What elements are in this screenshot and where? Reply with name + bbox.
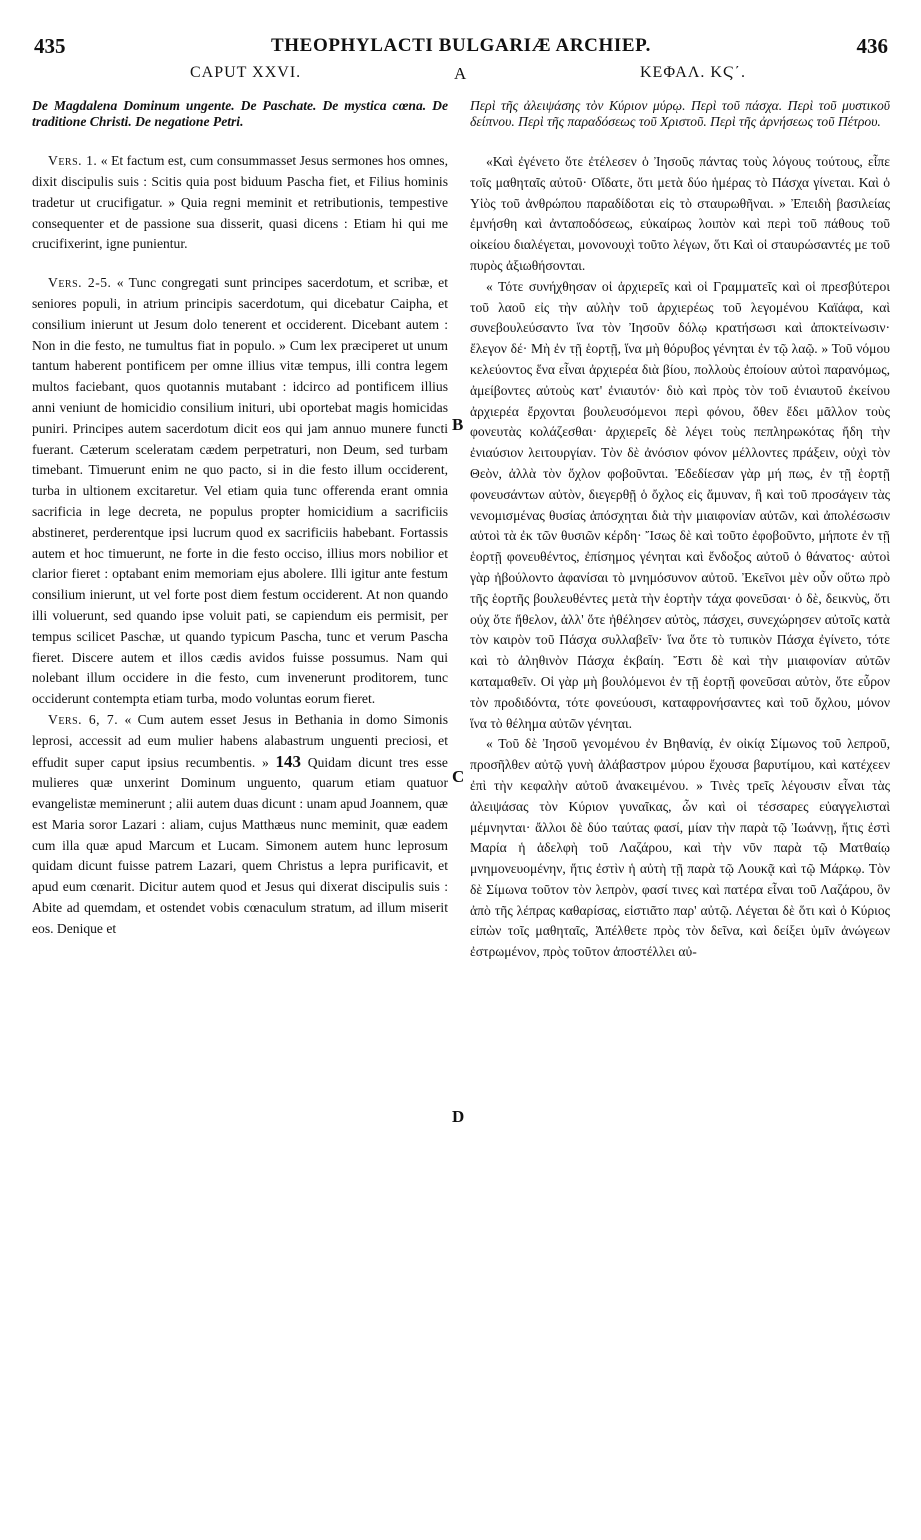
section-mark-a: A <box>454 64 467 83</box>
paragraph-gap <box>32 255 448 273</box>
folio-number: 143 <box>275 751 302 771</box>
chapter-latin: CAPUT XXVI. <box>190 64 302 81</box>
latin-text: Quidam dicunt tres esse mulieres quæ unxerint Dominum unguento, quarum etiam quatuor evangelistæ meminerunt ; alii autem duas dicunt : unam apud Joannem, quæ est Maria soror Lazari : aliam, cujus Matthæus nunc meminit, quæ eadem cum illa quæ apud Marcum et Lucam. Simonem autem hunc leprosum quidam dicunt fuisse patrem Lazari, quem Christus a lepra purificavit, et apud eum cœnarit. Dicitur autem quod et Jesus qui dixerat discipulis suis : Abite ad quemdam, et ostendet vobis cœnaculum stratum, ad illum miserit eos. Denique et <box>32 754 448 936</box>
latin-text: « Cum autem esset Jesus in Bethania in domo Simonis leprosi, accessit ad eum mulier habens alabastrum unguenti preciosi, et effudit super caput ipsius recumbentis. » <box>32 711 448 770</box>
verse-label: Vers. 1. <box>48 153 98 169</box>
greek-paragraph: « Τότε συνήχθησαν οἱ ἀρχιερεῖς καὶ οἱ Γραμματεῖς καὶ οἱ πρεσβύτεροι τοῦ λαοῦ εἰς τὴν αὐλὴν τοῦ ἀρχιερέως τοῦ λεγομένου Καϊάφα, καὶ συνεβουλεύσαντο ἵνα τὸν Ἰησοῦν δόλῳ κρατήσωσι καὶ ἀποκτείνωσιν· ἔλεγον δέ· Μὴ ἐν τῇ ἑορτῇ, ἵνα μὴ θόρυβος γένηται ἐν τῷ λαῷ. » Τοῦ νόμου κελεύοντος ἕνα εἶναι ἀρχιερέα διὰ βίου, πολλοὺς ἐποίουν αὐτοὶ παρανόμως, ἀμείβοντες αὐτοὺς κατ' ἐνιαυτόν· διὸ καὶ πρὸς τὸν τοῦ ἐνιαυτοῦ ἐκείνου ἀρχιερέα ἔρχονται βουλευσόμενοι περὶ φόνου, ὅθεν ἔδει μᾶλλον τοὺς φονευτὰς κολάζεσθαι· ἀρχιερεῖς δὲ λέγει τοὺς πεπληρωκότας ἤδη τὴν ἐνιαύσιον λειτουργίαν. Τὸν δὲ ἀνόσιον φόνον μέλλοντες πράξειν, οὐχὶ τὸν Θεὸν, ἀλλὰ τὸν ὄχλον φοβοῦνται. Ἐδεδίεσαν γὰρ μή πως, ἐν τῇ ἑορτῇ φονευσάντων αὐτὸν, διεγερθῇ ὁ ὄχλος εἰς ἄμυναν, ἢ καὶ τοῦ προσάγειν τὰς νενομισμένας θυσίας ἀπόσχηται διὰ τὴν μιαιφονίαν αὐτῶν, καὶ ἀπολέσωσιν αὐτοὶ τὰ ἐκ τῶν θυσιῶν κέρδη· Ἴσως δὲ καὶ τοῦτο ἐφοβοῦντο, μήποτε ἐν τῇ ἑορτῇ φονευθέντος, ἐπίσημος γένηται καὶ ἔνδοξος αὐτοῦ ὁ θάνατος· αὐτοὶ γὰρ ἠβούλοντο ἀφανίσαι τὸ μνημόσυνον αὐτοῦ. Ἐκεῖνοι μὲν οὖν οὕτω πρὸ τῆς ἑορτῆς βουλευθέντες μετὰ τὴν ἑορτὴν τάχα φονεῦσαι· ὁ δὲ, δεικνὺς, ὅτι οὐχ ὅτε ἤθελον, ἀλλ' ὅτε ἠθέλησεν αὐτὸς, πάσχει, συνεχώρησεν αὐτοῖς κατὰ τὸν καιρὸν τοῦ Πάσχα συλλαβεῖν· ἵνα ὅτε τὸ τυπικὸν Πάσχα ἐγίνετο, τότε καὶ τὸ ἀληθινὸν Πάσχα ἐκβαίη. Ἔστι δὲ καὶ τὴν μιαιφονίαν αὐτῶν καταμαθεῖν. Οἱ γὰρ μὴ βουλόμενοι ἐν τῇ ἑορτῇ φονεῦσαι αὐτὸν, ὅτε εὗρον τὸν προδιδόντα, τότε φονεύουσι, καταφρονήσαντες καὶ τοῦ ὄχλου, μόνον ἵνα τὸ θέλημα αὐτῶν γένηται. <box>470 278 890 731</box>
latin-paragraph <box>32 710 448 940</box>
greek-paragraph: «Καὶ ἐγένετο ὅτε ἐτέλεσεν ὁ Ἰησοῦς πάντας τοὺς λόγους τούτους, εἶπε τοῖς μαθηταῖς αὐτοῦ· Οἴδατε, ὅτι μετὰ δύο ἡμέρας τὸ Πάσχα γίνεται. Καὶ ὁ Υἱὸς τοῦ ἀνθρώπου παραδίδοται εἰς τὸ σταυρωθῆναι. » Ἐπειδὴ βασιλείας ἐμνήσθη καὶ ἀνταποδόσεως, εὐκαίρως λοιπὸν καὶ περὶ τοῦ πάθους τοῦ οἰκείου διαλέγεται, μονονουχὶ τοῦτο λέγων, ὅτι Καὶ οἱ σταυρώσαντές με τοῦ πυρὸς ἀξιωθήσονται. <box>470 154 890 273</box>
section-mark-c: C <box>452 767 465 786</box>
greek-paragraph: « Τοῦ δὲ Ἰησοῦ γενομένου ἐν Βηθανίᾳ, ἐν οἰκίᾳ Σίμωνος τοῦ λεπροῦ, προσῆλθεν αὐτῷ γυνὴ ἀλάβαστρον μύρου ἔχουσα βαρυτίμου, καὶ κατέχεεν ἐπὶ τὴν κεφαλὴν αὐτοῦ ἀνακειμένου. » Τινὲς τρεῖς λέγουσιν εἶναι τὰς ἀλειψάσας τὸν Κύριον γυναῖκας, ὧν καὶ οἱ τέσσαρες εὐαγγελισταὶ μέμνηνται· ἄλλοι δὲ δύο ταύτας φασί, μίαν τὴν παρὰ τῷ Ἰωάννῃ, ἥτις ἐστὶ Μαρία ἡ ἀδελφὴ τοῦ Λαζάρου, καὶ τὴν νῦν παρὰ τῷ Ματθαίῳ μνημονευομένην, ἥτις ἐστὶν ἡ αὐτὴ τῇ παρὰ τῷ Λουκᾷ καὶ τῷ Μάρκῳ. Τὸν δὲ Σίμωνα τοῦτον τὸν λεπρὸν, φασί τινες καὶ πατέρα εἶναι τοῦ Λαζάρου, ὃν ἀπὸ τῆς λέπρας καθαρίσας, εἱστιᾶτο παρ' αὐτῷ. Λέγεται δὲ ὅτι καὶ ὁ Κύριος εἰπὼν τοῖς μαθηταῖς, Ἀπέλθετε πρὸς τὸν δεῖνα, καὶ δείξει ὑμῖν ἀνώγεων ἐστρωμένον, πρὸς τοῦτον ἀποστέλλει αὐ- <box>470 736 890 960</box>
running-header <box>30 34 892 58</box>
right-page-number: 436 <box>856 34 888 58</box>
section-mark-b: B <box>452 415 464 434</box>
greek-column <box>470 98 890 963</box>
left-page-number: 435 <box>34 34 66 58</box>
verse-label: Vers. 6, 7. <box>48 711 119 727</box>
latin-paragraph <box>32 273 448 710</box>
verse-label: Vers. 2-5. <box>48 275 112 291</box>
section-mark-d: D <box>452 1107 465 1126</box>
greek-chapter-summary: Περὶ τῆς ἀλειψάσης τὸν Κύριον μύρῳ. Περὶ τοῦ πάσχα. Περὶ τοῦ μυστικοῦ δείπνου. Περὶ τῆς παραδόσεως τοῦ Χριστοῦ. Περὶ τῆς ἀρνήσεως τοῦ Πέτρου. <box>470 98 890 129</box>
chapter-greek: ΚΕΦΑΛ. ΚϚ΄. <box>640 64 746 81</box>
latin-text: « Tunc congregati sunt principes sacerdotum, et scribæ, et seniores populi, in atrium principis sacerdotum, qui dicebatur Caipha, et consilium inierunt ut Jesum dolo tenerent et occiderent. Dicebant autem : Non in die festo, ne tumultus fiat in populo. » Cum lex præciperet ut unum tantum haberent pontificem per omne illius vitæ tempus, illi contra legem multos faciebant, quos quotannis mutabant : idcirco ad pontificem illius anni veniunt de homicidio consilium inituri, ubi oportebat magis homicidas puniri. Principes autem sacerdotum dicit eos qui jam annuo munere functi fuerant. Cæterum sceleratam cædem perpetraturi, non Deum, sed turbam timebant. Timuerunt enim ne quo pacto, si in die festo illum occiderent, turba in ultionem excitaretur. Vel etiam quia tunc offerenda erant omnia sacrificia in lege decreta, ne populus propter homicidium a sacrificiis abstineret, perderentque ipsi lucrum quod ex sacrificiis habebant. Fortassis autem et hoc timuerunt, ne forte in die festo occiso, illius mors nobilior et clarior fieret : optabant enim memoriam ejus abolere. Illi igitur ante festum consilium inierunt, ut vel forte post diem festum occiderent. At non quando illi voluerunt, sed quando ipse voluit pati, se capiendum eis permisit, per tempus scilicet Paschæ, ut quando typicum Pascha, tunc et verum Pascha fieret. Discere autem et illos cædis avidos fuisse possumus. Nam qui nolebant illum occidere in die festo, cum invenerunt proditorem, tunc occiderunt contempta etiam turba, modo voluntas eorum fieret. <box>32 275 448 707</box>
running-title: THEOPHYLACTI BULGARIÆ ARCHIEP. <box>271 35 651 56</box>
latin-text: « Et factum est, cum consummasset Jesus sermones hos omnes, dixit discipulis suis : Scitis quia post biduum Pascha fiet, et Filius hominis tradetur ut crucifigatur. » Quia regni meminit et retributionis, tempestive consequenter et de passione sua disserit, quasi dicens : Etiam hi qui me crucifixerint, igne punientur. <box>32 153 448 252</box>
latin-paragraph <box>32 151 448 255</box>
latin-column <box>32 98 448 940</box>
chapter-heading <box>30 64 892 86</box>
latin-chapter-summary: De Magdalena Dominum ungente. De Paschate. De mystica cœna. De traditione Christi. De negatione Petri. <box>32 98 448 129</box>
